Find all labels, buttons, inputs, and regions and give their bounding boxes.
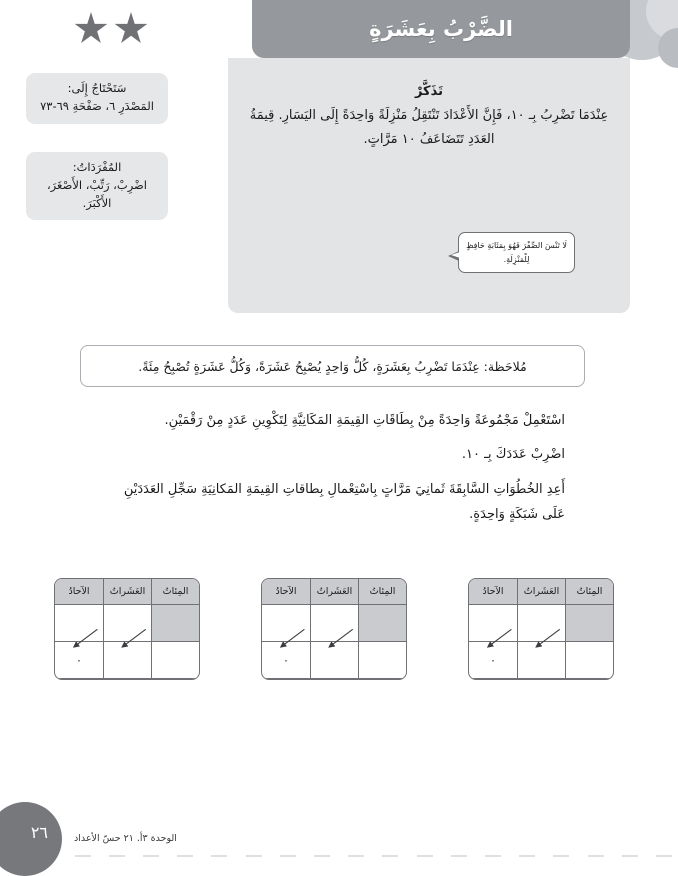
dash-mark xyxy=(485,855,501,857)
grid-row-top xyxy=(262,605,406,642)
grid-header-ones: الآحادُ xyxy=(469,579,517,605)
grid-row-bottom xyxy=(469,642,613,679)
decor-circle-tiny xyxy=(658,28,678,68)
vocabulary-title: المُفْرَدَاتُ: xyxy=(72,160,122,174)
dash-mark xyxy=(280,855,296,857)
dash-mark xyxy=(553,855,569,857)
grid-row-bottom xyxy=(55,642,199,679)
worksheet-grid[interactable] xyxy=(468,578,614,680)
dash-mark xyxy=(75,855,91,857)
dash-mark xyxy=(348,855,364,857)
grid-cell-hundreds-bottom[interactable] xyxy=(565,642,613,679)
lesson-title-bar xyxy=(252,0,630,58)
grid-header-ones: الآحادُ xyxy=(262,579,310,605)
zero-placeholder-callout: لَا تَنْسَ الصِّفْرَ فَهُوَ بِمَثَابَةِ حَافِظٍ لِلْمَنْزِلَةِ. xyxy=(458,232,575,273)
grid-cell-hundreds-top[interactable] xyxy=(358,605,406,642)
step-line-3: أَعِدِ الخُطُوَاتِ السَّابِقَةَ ثَمانِيَ مَرَّاتٍ بِاسْتِعْمالِ بِطاقاتِ القِيمَةِ المَكانِيَةِ سَجِّلِ العَدَدَيْنِ عَلَى شَبَكَةٍ وَاحِدَةٍ. xyxy=(123,481,565,523)
dash-mark xyxy=(314,855,330,857)
grid-cell-tens-top[interactable] xyxy=(310,605,358,642)
vocabulary-box xyxy=(26,152,168,220)
step-line-1: اسْتَعْمِلْ مَجْمُوعَةً وَاحِدَةً مِنْ بِطَاقَاتِ القِيمَةِ المَكَانِيَّةِ لِتَكْوِينِ عَدَدٍ مِنْ رَقْمَيْنِ. xyxy=(164,413,565,428)
remember-body-text: عِنْدَمَا تَضْرِبُ بِـ ١٠، فَإِنَّ الأَعْدَادَ تَنْتَقِلُ مَنْزِلَةً وَاحِدَةً إِلَى اليَسَارِ. قِيمَةُ العَدَدِ تَتَضَاعَفُ ١٠ مَرَّاتٍ. xyxy=(249,108,609,148)
instruction-steps xyxy=(113,408,565,527)
dash-mark xyxy=(382,855,398,857)
decor-circle-small xyxy=(646,0,678,40)
grid-cell-ones-bottom[interactable]: ٠ xyxy=(469,642,517,679)
grid-header-row xyxy=(469,579,613,605)
note-box xyxy=(80,345,585,387)
vocabulary-body: اضْرِبْ، رَتِّبْ، الأَصْغَرَ، الأَكْبَرَ. xyxy=(46,177,148,210)
step-line-2: اضْرِبْ عَدَدَكَ بِـ ١٠. xyxy=(461,447,565,463)
grid-header-hundreds: المِئاتُ xyxy=(358,579,406,605)
page-number-badge xyxy=(0,802,62,876)
grid-row-top xyxy=(469,605,613,642)
remember-panel xyxy=(228,58,630,313)
grid-cell-ones-top[interactable] xyxy=(469,605,517,642)
grid-header-ones: الآحادُ xyxy=(55,579,103,605)
grid-header-tens: العَشَراتُ xyxy=(103,579,151,605)
grid-row-bottom xyxy=(262,642,406,679)
grid-header-hundreds: المِئاتُ xyxy=(565,579,613,605)
grid-cell-hundreds-top[interactable] xyxy=(565,605,613,642)
footer-dash-strip xyxy=(0,847,678,857)
dash-mark xyxy=(656,855,672,857)
worksheet-grids xyxy=(54,578,614,680)
remember-heading: تَذَكَّرْ xyxy=(414,84,444,99)
grid-cell-tens-top[interactable] xyxy=(517,605,565,642)
difficulty-stars xyxy=(74,12,148,46)
grid-header-row xyxy=(262,579,406,605)
materials-needed-title: سَتَحْتَاجُ إِلَى: xyxy=(67,81,127,95)
grid-cell-tens-bottom[interactable] xyxy=(310,642,358,679)
grid-cell-tens-top[interactable] xyxy=(103,605,151,642)
grid-cell-ones-bottom[interactable]: ٠ xyxy=(55,642,103,679)
materials-needed-body: المَصْدَرِ ٦، صَفْحَةِ ٦٩-٧٣ xyxy=(40,98,154,113)
dash-mark xyxy=(211,855,227,857)
grid-header-hundreds: المِئاتُ xyxy=(151,579,199,605)
dash-mark xyxy=(246,855,262,857)
dash-mark xyxy=(519,855,535,857)
grid-cell-hundreds-bottom[interactable] xyxy=(358,642,406,679)
grid-cell-tens-bottom[interactable] xyxy=(517,642,565,679)
grid-cell-ones-top[interactable] xyxy=(55,605,103,642)
grid-header-tens: العَشَراتُ xyxy=(310,579,358,605)
grid-cell-ones-bottom[interactable]: ٠ xyxy=(262,642,310,679)
grid-cell-hundreds-bottom[interactable] xyxy=(151,642,199,679)
dash-mark xyxy=(109,855,125,857)
dash-mark xyxy=(588,855,604,857)
grid-cell-hundreds-top[interactable] xyxy=(151,605,199,642)
grid-header-row xyxy=(55,579,199,605)
dash-mark xyxy=(417,855,433,857)
star-icon xyxy=(74,12,108,46)
dash-mark xyxy=(143,855,159,857)
worksheet-grid[interactable] xyxy=(261,578,407,680)
grid-cell-tens-bottom[interactable] xyxy=(103,642,151,679)
grid-cell-ones-top[interactable] xyxy=(262,605,310,642)
worksheet-grid[interactable] xyxy=(54,578,200,680)
note-text: مُلاحَظة: عِنْدَمَا تَضْرِبُ بِعَشَرَةٍ، كُلُّ وَاحِدٍ يُصْبِحُ عَشَرَةً، وَكُلُّ عَشَرَةٍ تُصْبِحُ مِئَةً. xyxy=(138,358,527,374)
materials-needed-box xyxy=(26,73,168,124)
dash-mark xyxy=(622,855,638,857)
star-icon xyxy=(114,12,148,46)
footer-unit-label: الوحدة ٣أ. ٢١ حسّ الأعداد xyxy=(74,833,177,844)
grid-row-top xyxy=(55,605,199,642)
page-title: الضَّرْبُ بِعَشَرَةٍ xyxy=(369,17,513,41)
page-number: ٢٦ xyxy=(30,822,48,842)
dash-mark xyxy=(451,855,467,857)
grid-header-tens: العَشَراتُ xyxy=(517,579,565,605)
dash-mark xyxy=(177,855,193,857)
